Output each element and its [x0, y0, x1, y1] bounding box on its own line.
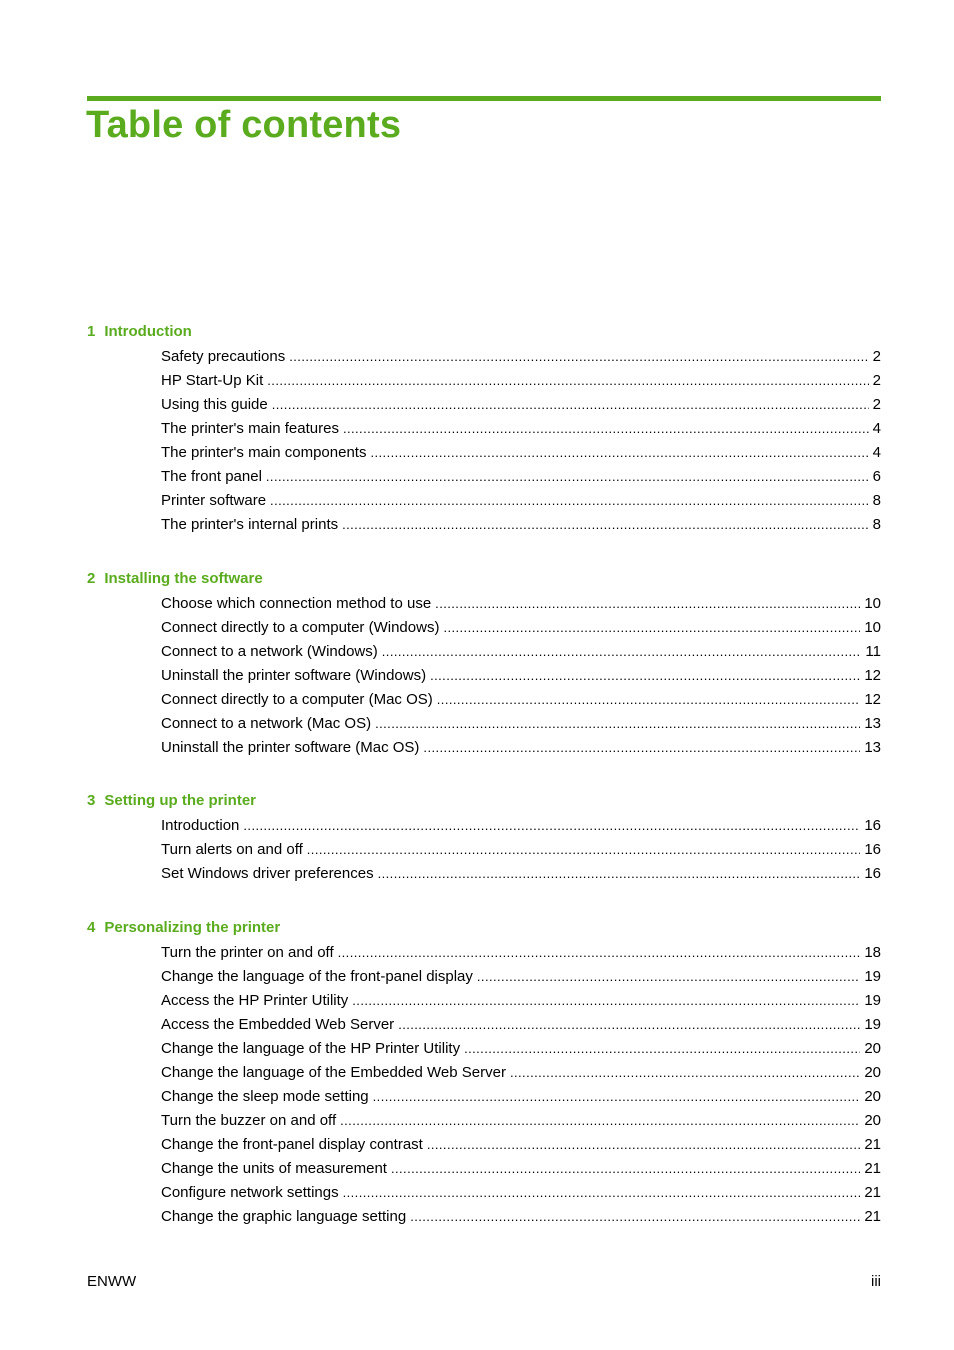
entry-page-number: 19 — [864, 968, 881, 985]
chapter-1 — [87, 324, 881, 540]
entry-title: The printer's main components — [161, 444, 367, 461]
entry-title: Change the language of the front-panel display — [161, 968, 473, 985]
page-title: Table of contents — [86, 104, 402, 146]
toc-entry[interactable] — [161, 444, 881, 468]
chapter-number: 4 — [87, 919, 96, 936]
entry-title: Change the front-panel display contrast — [161, 1136, 423, 1153]
dot-leader — [343, 1184, 861, 1202]
entry-title: The printer's internal prints — [161, 516, 339, 533]
toc-entry[interactable] — [161, 992, 881, 1016]
entry-title: The printer's main features — [161, 420, 339, 437]
dot-leader — [289, 348, 868, 366]
entry-page-number: 2 — [872, 348, 881, 365]
entry-title: Choose which connection method to use — [161, 595, 432, 612]
toc-entry[interactable] — [161, 944, 881, 968]
entry-title: Change the language of the Embedded Web Server — [161, 1064, 506, 1081]
chapter-number: 3 — [87, 792, 96, 809]
entry-title: Connect to a network (Windows) — [161, 643, 378, 660]
entry-title: Access the HP Printer Utility — [161, 992, 349, 1009]
entry-title: Change the graphic language setting — [161, 1208, 407, 1225]
dot-leader — [427, 1136, 860, 1154]
dot-leader — [443, 619, 860, 637]
entry-page-number: 20 — [864, 1112, 881, 1129]
toc-entry[interactable] — [161, 396, 881, 420]
entry-page-number: 21 — [864, 1208, 881, 1225]
entry-page-number: 13 — [864, 715, 881, 732]
entry-page-number: 13 — [864, 739, 881, 756]
entry-title: Using this guide — [161, 396, 268, 413]
entry-page-number: 16 — [864, 865, 881, 882]
dot-leader — [270, 492, 869, 510]
entry-list — [87, 348, 881, 540]
entry-page-number: 19 — [864, 992, 881, 1009]
entry-page-number: 20 — [864, 1088, 881, 1105]
entry-page-number: 20 — [864, 1040, 881, 1057]
toc-entry[interactable] — [161, 667, 881, 691]
chapter-title: Introduction — [104, 323, 192, 340]
entry-page-number: 20 — [864, 1064, 881, 1081]
entry-page-number: 6 — [872, 468, 881, 485]
entry-list — [87, 595, 881, 763]
toc-entry[interactable] — [161, 468, 881, 492]
chapter-heading[interactable] — [87, 571, 881, 595]
dot-leader — [437, 691, 861, 709]
dot-leader — [423, 739, 860, 757]
toc-entry[interactable] — [161, 1112, 881, 1136]
chapter-title: Personalizing the printer — [104, 919, 281, 936]
chapter-title: Setting up the printer — [104, 792, 257, 809]
toc-entry[interactable] — [161, 1040, 881, 1064]
dot-leader — [338, 944, 861, 962]
dot-leader — [373, 1088, 861, 1106]
footer-doc-code: ENWW — [87, 1273, 137, 1290]
entry-title: Change the sleep mode setting — [161, 1088, 369, 1105]
toc-entry[interactable] — [161, 492, 881, 516]
entry-page-number: 12 — [864, 667, 881, 684]
dot-leader — [266, 468, 869, 486]
footer-page-number: iii — [871, 1273, 881, 1290]
toc-entry[interactable] — [161, 372, 881, 396]
dot-leader — [342, 516, 869, 534]
entry-title: Connect directly to a computer (Windows) — [161, 619, 440, 636]
toc-entry[interactable] — [161, 817, 881, 841]
chapter-number: 2 — [87, 570, 96, 587]
entry-title: HP Start-Up Kit — [161, 372, 264, 389]
entry-page-number: 2 — [872, 372, 881, 389]
entry-page-number: 10 — [864, 619, 881, 636]
toc-entry[interactable] — [161, 1184, 881, 1208]
entry-page-number: 21 — [864, 1160, 881, 1177]
dot-leader — [343, 420, 869, 438]
toc-entry[interactable] — [161, 691, 881, 715]
chapter-4 — [87, 920, 881, 1232]
entry-title: Printer software — [161, 492, 267, 509]
dot-leader — [267, 372, 868, 390]
entry-title: Access the Embedded Web Server — [161, 1016, 395, 1033]
dot-leader — [510, 1064, 860, 1082]
entry-page-number: 8 — [872, 516, 881, 533]
toc-entry[interactable] — [161, 1136, 881, 1160]
entry-title: Turn the buzzer on and off — [161, 1112, 337, 1129]
entry-title: Configure network settings — [161, 1184, 339, 1201]
entry-page-number: 12 — [864, 691, 881, 708]
dot-leader — [382, 643, 862, 661]
dot-leader — [410, 1208, 860, 1226]
entry-page-number: 16 — [864, 817, 881, 834]
dot-leader — [378, 865, 861, 883]
entry-title: Connect to a network (Mac OS) — [161, 715, 372, 732]
toc-entry[interactable] — [161, 595, 881, 619]
entry-page-number: 11 — [865, 643, 881, 660]
toc-entry[interactable] — [161, 865, 881, 889]
dot-leader — [398, 1016, 860, 1034]
entry-page-number: 19 — [864, 1016, 881, 1033]
dot-leader — [430, 667, 860, 685]
toc-entry[interactable] — [161, 643, 881, 667]
toc-entry[interactable] — [161, 1088, 881, 1112]
toc-entry[interactable] — [161, 1064, 881, 1088]
toc-entry[interactable] — [161, 1208, 881, 1232]
entry-title: Change the language of the HP Printer Utility — [161, 1040, 461, 1057]
entry-title: Introduction — [161, 817, 240, 834]
entry-title: Turn alerts on and off — [161, 841, 303, 858]
toc-entry[interactable] — [161, 1016, 881, 1040]
entry-page-number: 10 — [864, 595, 881, 612]
chapter-heading[interactable] — [87, 920, 881, 944]
dot-leader — [307, 841, 861, 859]
toc-entry[interactable] — [161, 516, 881, 540]
chapter-number: 1 — [87, 323, 96, 340]
dot-leader — [340, 1112, 860, 1130]
chapter-3 — [87, 793, 881, 889]
entry-title: Turn the printer on and off — [161, 944, 334, 961]
toc-entry[interactable] — [161, 739, 881, 763]
chapter-title: Installing the software — [104, 570, 263, 587]
entry-page-number: 4 — [872, 420, 881, 437]
dot-leader — [352, 992, 860, 1010]
entry-title: Connect directly to a computer (Mac OS) — [161, 691, 433, 708]
entry-page-number: 8 — [872, 492, 881, 509]
dot-leader — [370, 444, 868, 462]
dot-leader — [477, 968, 860, 986]
toc-entry[interactable] — [161, 619, 881, 643]
toc-entry[interactable] — [161, 1160, 881, 1184]
entry-page-number: 2 — [872, 396, 881, 413]
dot-leader — [435, 595, 860, 613]
entry-page-number: 16 — [864, 841, 881, 858]
chapter-heading[interactable] — [87, 324, 881, 348]
entry-page-number: 21 — [864, 1184, 881, 1201]
chapter-2 — [87, 571, 881, 763]
entry-page-number: 18 — [864, 944, 881, 961]
entry-list — [87, 817, 881, 889]
entry-title: Change the units of measurement — [161, 1160, 387, 1177]
entry-page-number: 21 — [864, 1136, 881, 1153]
entry-title: Uninstall the printer software (Windows) — [161, 667, 427, 684]
dot-leader — [391, 1160, 860, 1178]
toc-entry[interactable] — [161, 348, 881, 372]
toc-entry[interactable] — [161, 715, 881, 739]
entry-title: The front panel — [161, 468, 262, 485]
toc-entry[interactable] — [161, 420, 881, 444]
toc-entry[interactable] — [161, 841, 881, 865]
entry-list — [87, 944, 881, 1232]
dot-leader — [375, 715, 860, 733]
entry-page-number: 4 — [872, 444, 881, 461]
entry-title: Set Windows driver preferences — [161, 865, 374, 882]
entry-title: Uninstall the printer software (Mac OS) — [161, 739, 420, 756]
dot-leader — [464, 1040, 860, 1058]
dot-leader — [272, 396, 869, 414]
chapter-heading[interactable] — [87, 793, 881, 817]
entry-title: Safety precautions — [161, 348, 286, 365]
dot-leader — [243, 817, 860, 835]
toc-entry[interactable] — [161, 968, 881, 992]
